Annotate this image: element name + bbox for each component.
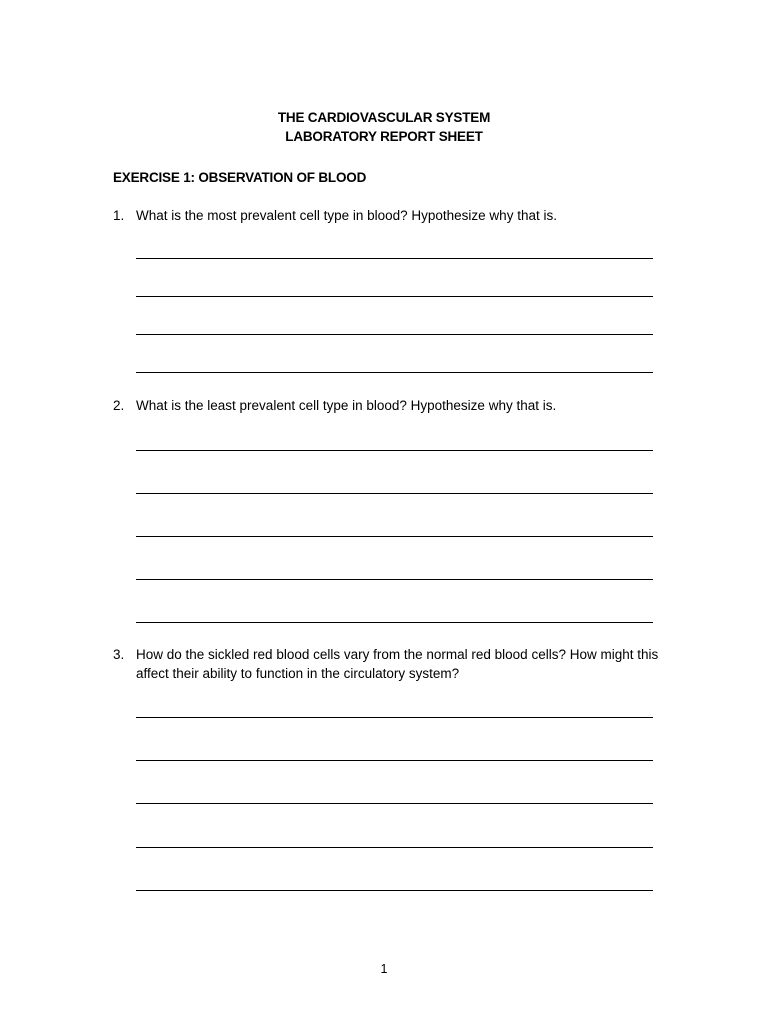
answer-line[interactable] [136,372,653,373]
answer-line[interactable] [136,334,653,335]
answer-line[interactable] [136,803,653,804]
answer-line[interactable] [136,536,653,537]
document-title-line-2: LABORATORY REPORT SHEET [285,129,483,144]
answer-line[interactable] [136,493,653,494]
answer-line[interactable] [136,579,653,580]
question-1-text: What is the most prevalent cell type in blood? Hypothesize why that is. [136,208,557,223]
question-3-number: 3. [113,647,125,662]
question-1 [113,206,673,225]
page-number: 1 [380,962,388,976]
question-3-text: How do the sickled red blood cells vary from the normal red blood cells? How might this affect their ability to function in the circulatory system? [136,647,659,681]
document-title-line-1: THE CARDIOVASCULAR SYSTEM [277,110,491,125]
question-2 [113,396,673,415]
question-2-number: 2. [113,398,125,413]
exercise-heading: EXERCISE 1: OBSERVATION OF BLOOD [113,170,367,185]
question-1-number: 1. [113,208,125,223]
answer-line[interactable] [136,450,653,451]
question-3 [113,645,673,683]
answer-line[interactable] [136,847,653,848]
answer-line[interactable] [136,717,653,718]
answer-line[interactable] [136,622,653,623]
answer-line[interactable] [136,258,653,259]
answer-line[interactable] [136,296,653,297]
answer-line[interactable] [136,890,653,891]
answer-line[interactable] [136,760,653,761]
question-2-text: What is the least prevalent cell type in blood? Hypothesize why that is. [136,398,557,413]
